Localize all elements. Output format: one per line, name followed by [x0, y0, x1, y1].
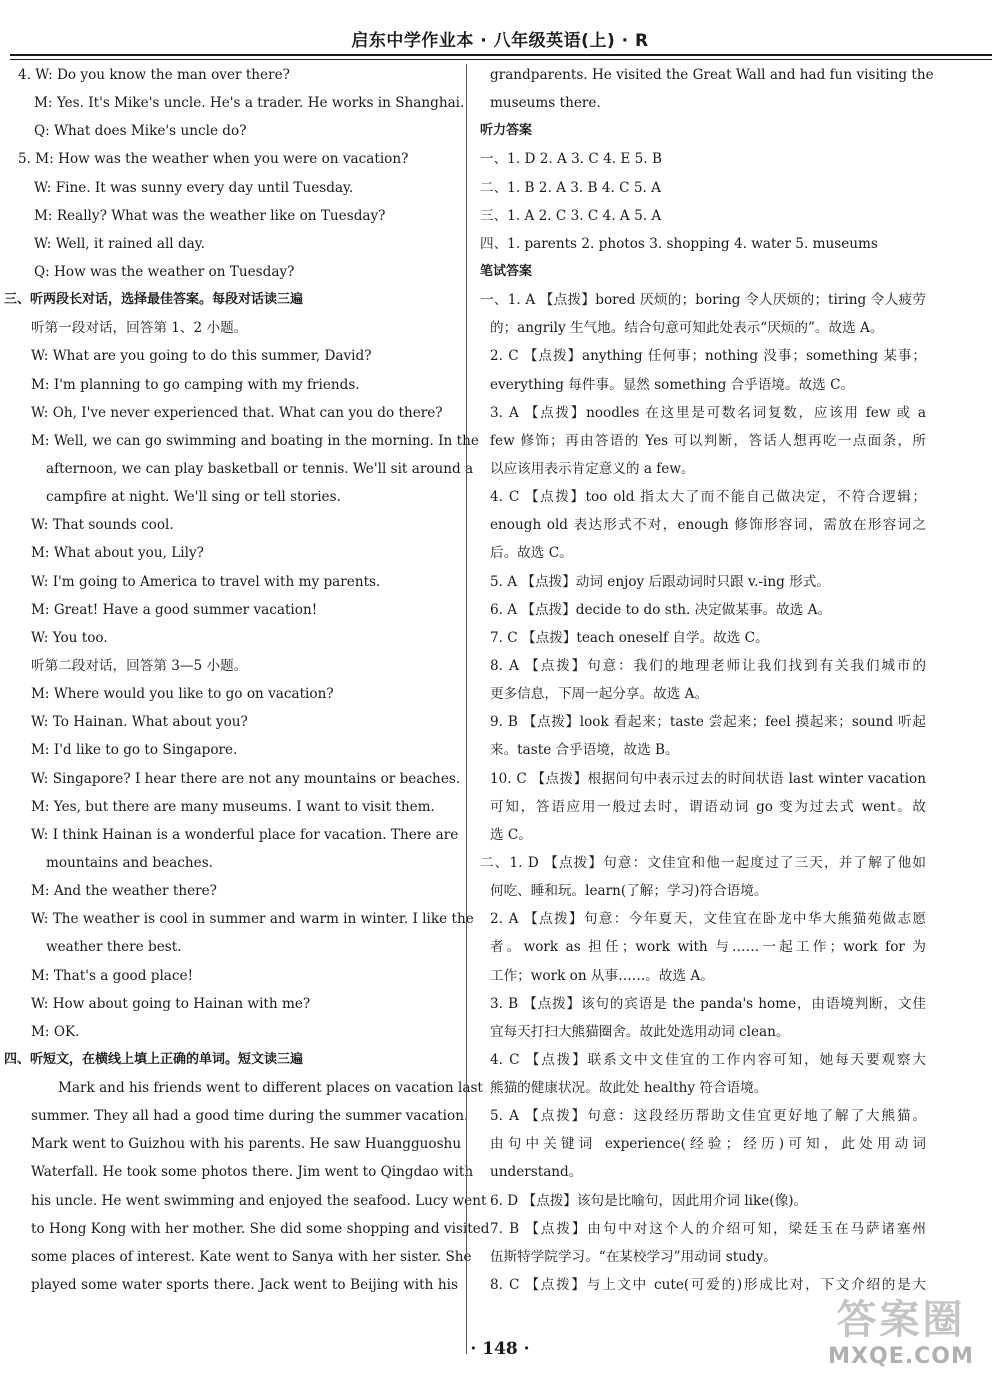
text-line: 听第一段对话，回答第 1、2 小题。 — [31, 320, 248, 337]
text-line: W: To Hainan. What about you? — [31, 714, 248, 731]
left-column — [0, 61, 490, 1299]
text-line: M: OK. — [31, 1023, 80, 1040]
text-line: M: What about you, Lily? — [31, 545, 204, 562]
text-line: understand。 — [490, 1164, 583, 1181]
text-line: 来。taste 合乎语境，故选 B。 — [490, 742, 679, 759]
text-line: Mark went to Guizhou with his parents. He saw Huangguoshu — [31, 1136, 462, 1153]
column-divider — [466, 64, 467, 1354]
page-number: · 148 · — [470, 1339, 530, 1359]
text-line: 5. M: How was the weather when you were on vacation? — [18, 151, 409, 168]
text-line: mountains and beaches. — [46, 854, 213, 871]
text-line: 四、听短文，在横线上填上正确的单词。短文读三遍 — [4, 1051, 304, 1067]
text-line: played some water sports there. Jack went to Beijing with his — [31, 1277, 458, 1294]
text-line: M: Really? What was the weather like on Tuesday? — [34, 207, 386, 224]
watermark-logo-text: 答案圈 — [836, 1297, 966, 1343]
text-line: 3. A 【点拨】noodles 在这里是可数名词复数，应该用 few 或 a — [490, 404, 926, 421]
text-line: M: Where would you like to go on vacation? — [31, 686, 334, 703]
text-line: summer. They all had a good time during the summer vacation. — [31, 1108, 469, 1125]
text-line: 四、1. parents 2. photos 3. shopping 4. water 5. museums — [480, 235, 878, 252]
text-line: 6. D 【点拨】该句是比喻句，因此用介词 like(像)。 — [490, 1192, 808, 1209]
text-line: M: I'm planning to go camping with my friends. — [31, 376, 360, 393]
text-line: M: Well, we can go swimming and boating in the morning. In the — [31, 432, 479, 449]
text-line: W: Well, it rained all day. — [34, 235, 205, 252]
text-line: 后。故选 C。 — [490, 545, 573, 562]
text-line: 的；angrily 生气地。结合句意可知此处表示“厌烦的”。故选 A。 — [490, 320, 884, 337]
text-line: 更多信息，下周一起分享。故选 A。 — [490, 686, 709, 703]
text-line: 6. A 【点拨】decide to do sth. 决定做某事。故选 A。 — [490, 601, 832, 618]
text-line: 熊猫的健康状况。故此处 healthy 符合语境。 — [490, 1080, 768, 1097]
text-line: M: Yes. It's Mike's uncle. He's a trader. He works in Shanghai. — [34, 95, 465, 112]
text-line: W: How about going to Hainan with me? — [31, 995, 311, 1012]
text-line: 以应该用表示肯定意义的 a few。 — [490, 460, 695, 477]
text-line: M: Yes, but there are many museums. I want to visit them. — [31, 798, 435, 815]
text-line: campfire at night. We'll sing or tell stories. — [46, 489, 341, 506]
text-line: 伍斯特学院学习。“在某校学习”用动词 study。 — [490, 1248, 777, 1265]
text-line: 2. C 【点拨】anything 任何事；nothing 没事；something 某事； — [490, 348, 926, 365]
header-rule-thin — [10, 59, 992, 60]
text-line: his uncle. He went swimming and enjoyed the seafood. Lucy went — [31, 1192, 487, 1209]
text-line: 5. A 【点拨】动词 enjoy 后跟动词时只跟 v.-ing 形式。 — [490, 573, 830, 590]
watermark-url: MXQE.COM — [828, 1344, 974, 1369]
text-line: 4. W: Do you know the man over there? — [18, 67, 290, 83]
text-line: W: Fine. It was sunny every day until Tuesday. — [34, 179, 354, 196]
text-line: W: Singapore? I hear there are not any mountains or beaches. — [31, 770, 461, 787]
watermark-logo — [812, 1296, 990, 1378]
text-line: W: You too. — [31, 629, 108, 646]
text-line: few 修饰；再由答语的 Yes 可以判断，答话人想再吃一点面条，所 — [490, 432, 926, 449]
text-line: 二、1. D 【点拨】句意：文佳宜和他一起度过了三天，并了解了他如 — [480, 854, 926, 871]
text-line: M: And the weather there? — [31, 883, 217, 900]
text-line: museums there. — [490, 95, 601, 112]
text-line: 5. A 【点拨】句意：这段经历帮助文佳宜更好地了解了大熊猫。 — [490, 1108, 926, 1125]
text-line: 宜每天打扫大熊猫圈舍。故此处选用动词 clean。 — [490, 1023, 790, 1040]
text-line: 三、听两段长对话，选择最佳答案。每段对话读三遍 — [4, 292, 304, 308]
text-line: W: The weather is cool in summer and warm in winter. I like the — [31, 911, 474, 928]
text-line: 2. A 【点拨】句意：今年夏天，文佳宜在卧龙中华大熊猫苑做志愿 — [490, 911, 926, 928]
text-line: 三、1. A 2. C 3. C 4. A 5. A — [480, 207, 662, 224]
text-line: 一、1. D 2. A 3. C 4. E 5. B — [480, 151, 662, 168]
text-line: 二、1. B 2. A 3. B 4. C 5. A — [480, 179, 661, 196]
text-line: W: That sounds cool. — [31, 517, 174, 534]
text-line: W: I'm going to America to travel with my parents. — [31, 573, 381, 590]
text-line: 7. C 【点拨】teach oneself 自学。故选 C。 — [490, 629, 769, 646]
text-line: 8. A 【点拨】句意：我们的地理老师让我们找到有关我们城市的 — [490, 657, 926, 674]
text-line: 9. B 【点拨】look 看起来；taste 尝起来；feel 摸起来；sound 听起 — [490, 714, 926, 731]
text-line: 听力答案 — [480, 123, 533, 139]
text-line: 4. C 【点拨】联系文中文佳宜的工作内容可知，她每天要观察大 — [490, 1051, 926, 1068]
text-line: afternoon, we can play basketball or tennis. We'll sit around a — [46, 460, 474, 477]
text-line: weather there best. — [46, 939, 182, 956]
text-line: Q: How was the weather on Tuesday? — [34, 263, 295, 280]
text-line: W: I think Hainan is a wonderful place for vacation. There are — [31, 826, 459, 843]
text-line: 者。work as 担任；work with 与……一起工作；work for 为 — [490, 939, 926, 956]
text-line: 7. B 【点拨】由句中对这个人的介绍可知，梁廷玉在马萨诸塞州 — [490, 1220, 926, 1237]
text-line: 一、1. A 【点拨】bored 厌烦的；boring 令人厌烦的；tiring 令人疲劳 — [480, 292, 926, 309]
text-line: 4. C 【点拨】too old 指太大了而不能自己做决定，不符合逻辑； — [490, 489, 926, 506]
text-line: M: Great! Have a good summer vacation! — [31, 601, 318, 618]
text-line: 工作；work on 从事……。故选 A。 — [490, 967, 714, 984]
text-line: W: What are you going to do this summer, David? — [31, 348, 372, 365]
text-line: 选 C。 — [490, 826, 532, 843]
text-line: Waterfall. He took some photos there. Jim went to Qingdao with — [31, 1164, 474, 1181]
text-line: grandparents. He visited the Great Wall and had fun visiting the — [490, 67, 934, 83]
text-line: 听第二段对话，回答第 3—5 小题。 — [31, 657, 248, 674]
text-line: enough old 表达形式不对，enough 修饰形容词，需放在形容词之 — [490, 517, 926, 534]
right-column — [474, 61, 934, 1299]
text-line: to Hong Kong with her mother. She did some shopping and visited — [31, 1220, 490, 1237]
text-line: 8. C 【点拨】与上文中 cute(可爱的)形成比对，下文介绍的是大 — [490, 1277, 926, 1294]
text-line: M: That's a good place! — [31, 967, 194, 984]
text-line: W: Oh, I've never experienced that. What can you do there? — [31, 404, 443, 421]
text-line: Q: What does Mike's uncle do? — [34, 123, 247, 140]
text-line: 3. B 【点拨】该句的宾语是 the panda's home，由语境判断，文佳 — [490, 995, 926, 1012]
text-line: 可知，答语应用一般过去时，谓语动词 go 变为过去式 went。故 — [490, 798, 926, 815]
header-rule-thick — [10, 54, 992, 56]
text-line: some places of interest. Kate went to Sanya with her sister. She — [31, 1248, 472, 1265]
text-line: M: I'd like to go to Singapore. — [31, 742, 238, 759]
text-line: Mark and his friends went to different places on vacation last — [58, 1080, 483, 1097]
text-line: 何吃、睡和玩。learn(了解；学习)符合语境。 — [490, 883, 768, 900]
text-line: 10. C 【点拨】根据问句中表示过去的时间状语 last winter vacation — [490, 770, 926, 787]
text-line: 由句中关键词 experience(经验；经历)可知，此处用动词 — [490, 1136, 926, 1153]
text-line: everything 每件事。显然 something 合乎语境。故选 C。 — [490, 376, 855, 393]
text-line: 笔试答案 — [480, 263, 533, 279]
running-header: 启东中学作业本 · 八年级英语(上) · R — [351, 31, 649, 51]
